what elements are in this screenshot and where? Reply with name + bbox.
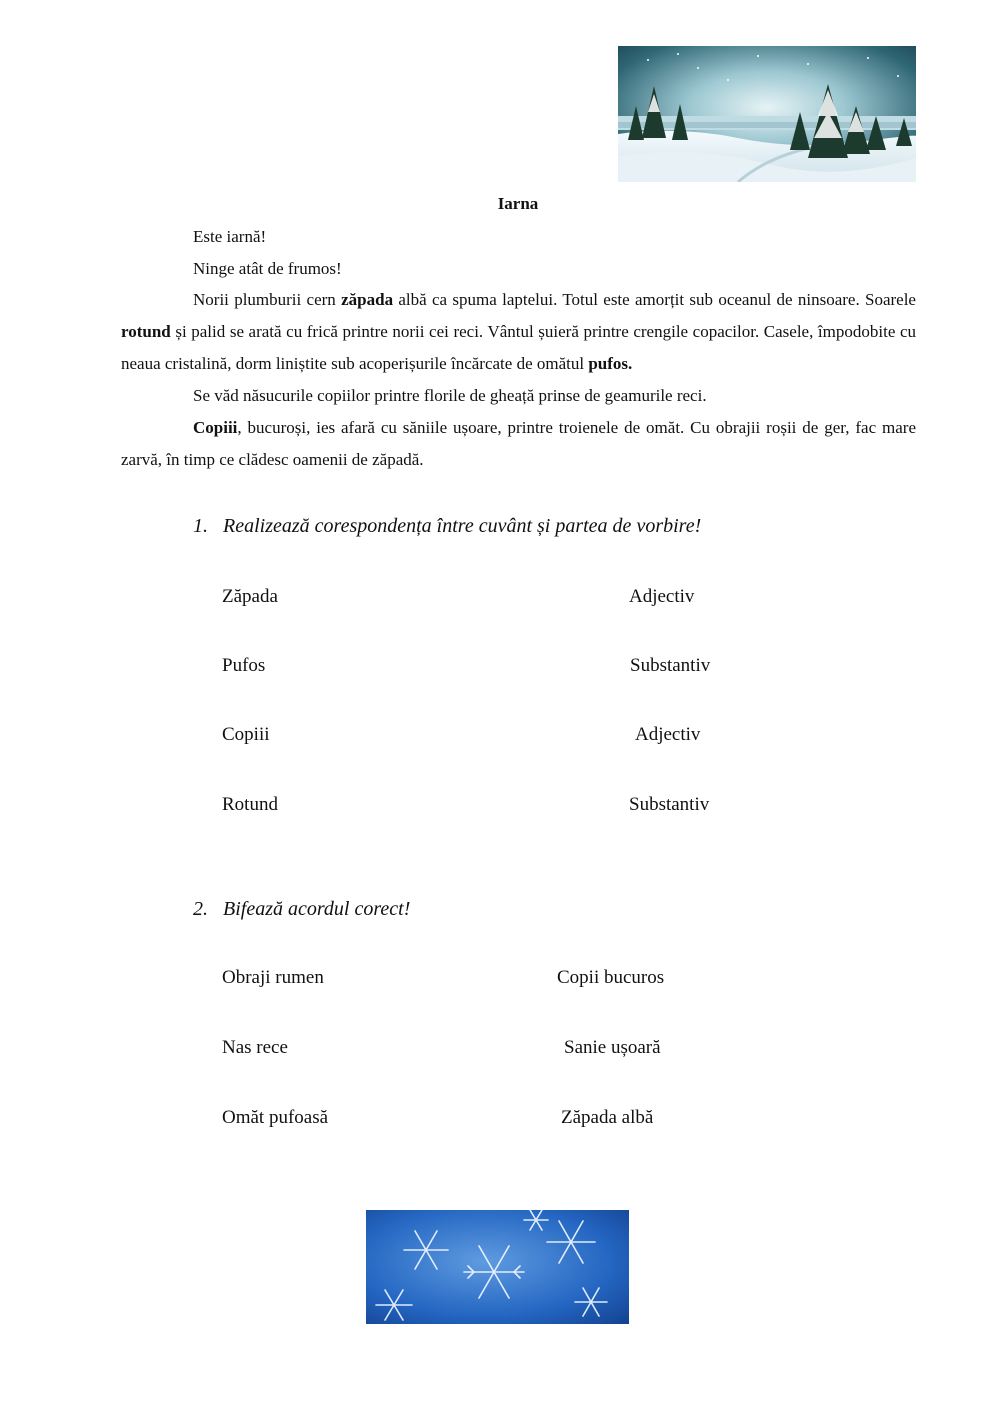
- ex1-category-1[interactable]: Adjectiv: [629, 586, 695, 607]
- exercise-1-number: 1.: [193, 515, 208, 537]
- ex2-option-6[interactable]: Zăpada albă: [561, 1107, 654, 1128]
- ex2-option-5[interactable]: Sanie ușoară: [564, 1037, 661, 1058]
- exercise-2-text: Bifează acordul corect!: [223, 898, 411, 920]
- story-line-2: [121, 253, 916, 285]
- story-paragraph-5-run-1: , bucuroși, ies afară cu săniile ușoare, printre troienele de omăt. Cu obrajii roșii de ger, fac mare zarvă, în timp ce clădesc oamenii de zăpadă.: [121, 418, 916, 469]
- story-line-2-text: Ninge atât de frumos!: [193, 259, 342, 278]
- story-paragraph-3-run-2: albă ca spuma laptelui. Totul este amorțit sub oceanul de ninsoare. Soarele: [393, 290, 916, 309]
- ex1-word-1[interactable]: Zăpada: [222, 586, 278, 607]
- story-title: Iarna: [497, 194, 539, 213]
- ex1-word-4[interactable]: Rotund: [222, 794, 278, 815]
- exercise-2-number: 2.: [193, 898, 208, 920]
- story-paragraph-3-run-3: rotund: [121, 322, 171, 341]
- ex2-option-3[interactable]: Omăt pufoasă: [222, 1107, 329, 1128]
- story-line-1-text: Este iarnă!: [193, 227, 267, 246]
- story-line-4-text: Se văd năsucurile copiilor printre florile de gheață prinse de geamurile reci.: [193, 386, 707, 405]
- exercise-1-prompt: [193, 515, 701, 538]
- exercise-2-prompt: [193, 898, 410, 921]
- story-paragraph-5-text: [121, 418, 916, 469]
- winter-landscape-image: [618, 46, 916, 182]
- story-paragraph-5: [121, 412, 916, 476]
- ex1-category-4[interactable]: Substantiv: [629, 794, 710, 815]
- story-paragraph-3: [121, 284, 916, 380]
- story-paragraph-5-run-0: Copiii: [193, 418, 238, 437]
- ex2-option-1[interactable]: Obraji rumen: [222, 967, 324, 988]
- story-paragraph-3-run-0: Norii plumburii cern: [193, 290, 342, 309]
- ex2-option-4[interactable]: Copii bucuros: [557, 967, 665, 988]
- story-line-4: [121, 380, 916, 412]
- ex1-category-2[interactable]: Substantiv: [630, 655, 711, 676]
- story-paragraph-3-run-5: pufos.: [588, 354, 633, 373]
- story-line-1: [121, 221, 916, 253]
- snowflakes-image: [366, 1210, 629, 1324]
- story-paragraph-3-text: [121, 290, 916, 373]
- ex1-word-3[interactable]: Copiii: [222, 724, 270, 745]
- story-paragraph-3-run-4: și palid se arată cu frică printre norii cei reci. Vântul șuieră printre crengile copacilor. Casele, împodobite cu neaua cristalină, dorm liniștite sub acoperișurile încărcate de omătul: [121, 322, 916, 373]
- ex2-option-2[interactable]: Nas rece: [222, 1037, 288, 1058]
- ex1-category-3[interactable]: Adjectiv: [635, 724, 701, 745]
- ex1-word-2[interactable]: Pufos: [222, 655, 266, 676]
- story-paragraph-3-run-1: zăpada: [341, 290, 394, 309]
- exercise-1-text: Realizează corespondența între cuvânt și partea de vorbire!: [223, 515, 702, 537]
